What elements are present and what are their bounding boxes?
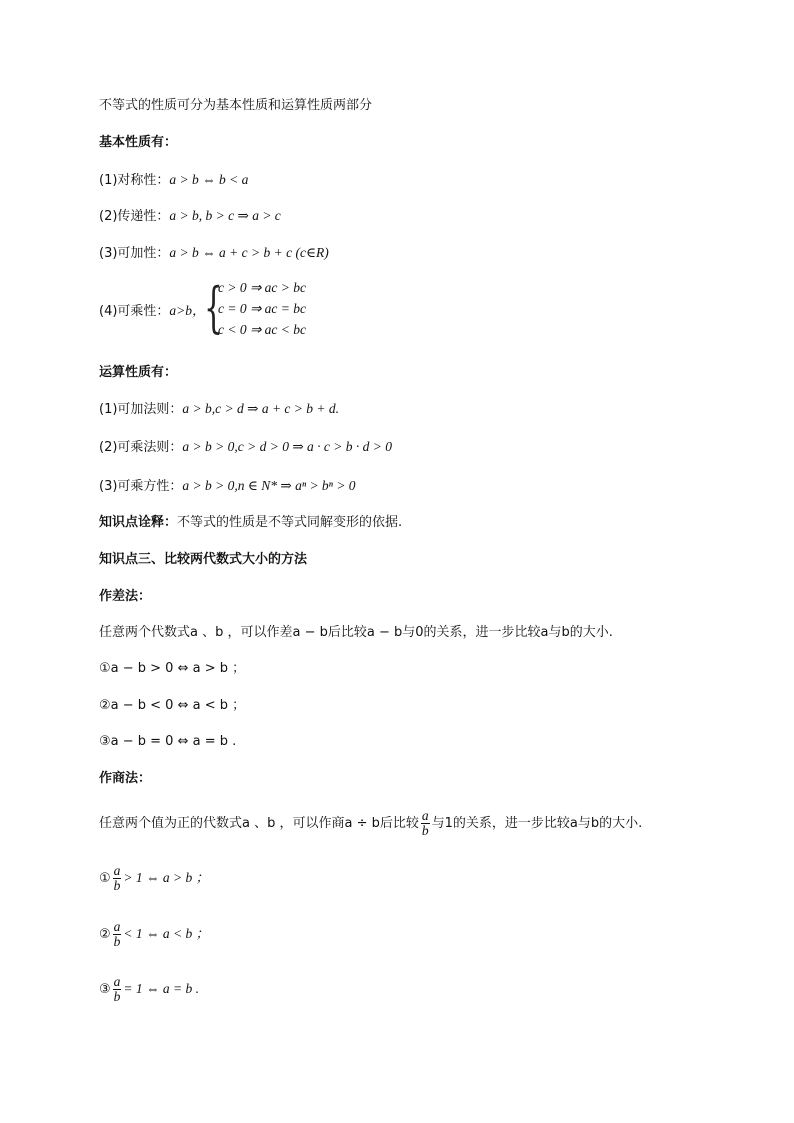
multiply-cases — [204, 278, 364, 340]
ops-heading: 运算性质有： — [99, 365, 178, 380]
fraction: $\frac{a}{b}$ — [113, 919, 121, 949]
quot-item: ② $\frac{a}{b}$ < 1 ⇔ a < b ； — [99, 919, 210, 949]
diff-item: ②a − b < 0 ⇔ a < b ； — [99, 698, 246, 713]
basic-item: (1)对称性：a > b ⇔ b < a — [99, 172, 249, 188]
basic-item: (4)可乘性：a>b， — [99, 303, 206, 319]
basic-heading: 基本性质有： — [99, 135, 178, 150]
diff-heading: 作差法： — [99, 589, 152, 604]
multiply-case: c = 0 ⇒ ac = bc — [218, 301, 307, 316]
note-line: 知识点诠释：不等式的性质是不等式同解变形的依据. — [99, 515, 403, 530]
section-title: 知识点三、比较两代数式大小的方法 — [99, 552, 308, 567]
ops-item: (1)可加法则：a > b,c > d ⇒ a + c > b + d. — [99, 401, 340, 417]
diff-item: ③a − b = 0 ⇔ a = b . — [99, 734, 237, 749]
diff-item: ①a − b > 0 ⇔ a > b ； — [99, 661, 246, 676]
multiply-case: c < 0 ⇒ ac < bc — [218, 322, 307, 337]
fraction: $\frac{a}{b}$ — [421, 808, 429, 838]
ops-item: (2)可乘法则：a > b > 0,c > d > 0 ⇒ a · c > b · d > 0 — [99, 439, 393, 455]
intro-text: 不等式的性质可分为基本性质和运算性质两部分 — [99, 98, 373, 113]
ops-item: (3)可乘方性：a > b > 0,n ∈ N* ⇒ aⁿ > bⁿ > 0 — [99, 478, 356, 494]
fraction: $\frac{a}{b}$ — [113, 863, 121, 893]
fraction: $\frac{a}{b}$ — [113, 974, 121, 1004]
quot-item: ① $\frac{a}{b}$ > 1 ⇔ a > b ； — [99, 863, 210, 893]
basic-item: (3)可加性：a > b ⇔ a + c > b + c (c∈R) — [99, 245, 329, 261]
basic-item: (2)传递性：a > b, b > c ⇒ a > c — [99, 208, 281, 224]
quot-heading: 作商法： — [99, 771, 152, 786]
multiply-case: c > 0 ⇒ ac > bc — [218, 280, 307, 295]
brace-symbol: { — [204, 276, 223, 339]
diff-text: 任意两个代数式a 、b ，可以作差a − b后比较a − b与0的关系，进一步比较a与b的大小. — [99, 625, 613, 640]
quot-item: ③ $\frac{a}{b}$ = 1 ⇔ a = b . — [99, 974, 200, 1004]
quot-text: 任意两个值为正的代数式a 、b ，可以作商a ÷ b后比较 $\frac{a}{b}$ 与1的关系，进一步比较a与b的大小. — [99, 808, 643, 838]
